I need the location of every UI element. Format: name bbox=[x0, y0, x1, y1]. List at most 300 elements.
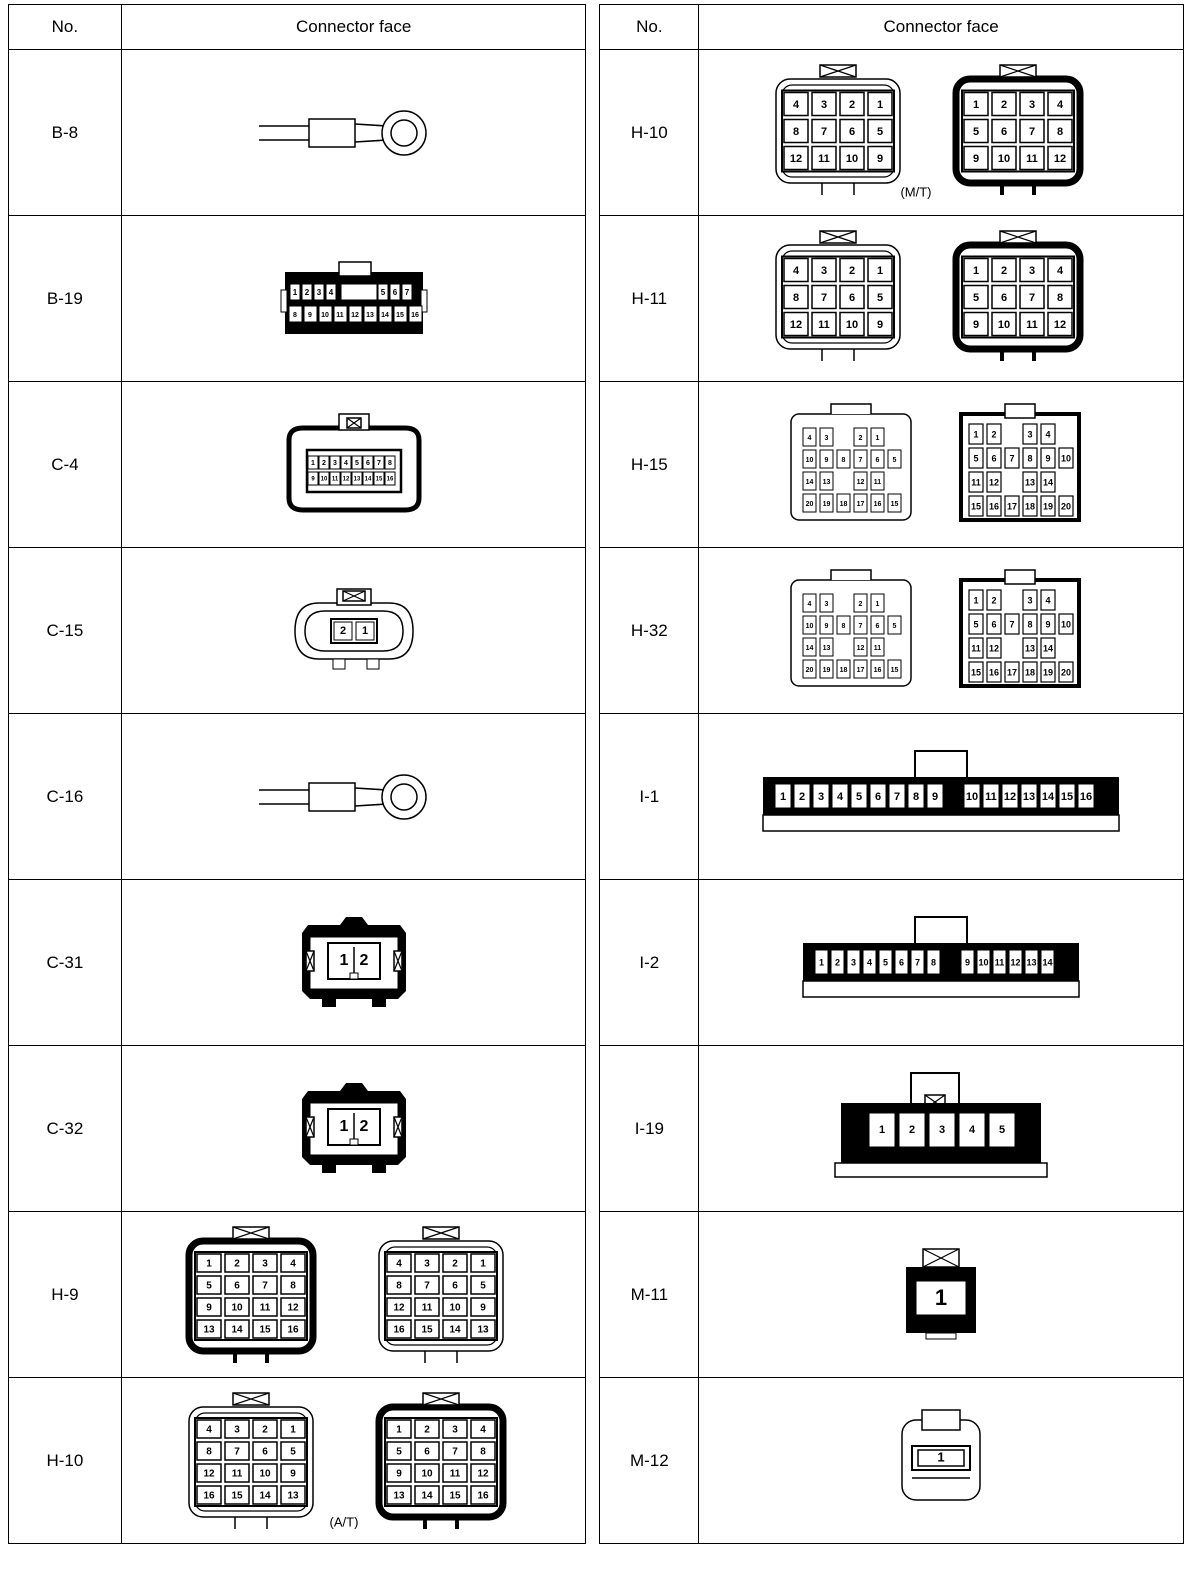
connector-no-right: H-11 bbox=[600, 216, 699, 382]
h10-mt-connector-icon bbox=[766, 63, 1116, 203]
pin-number: 2 bbox=[321, 459, 326, 467]
pin-number: 15 bbox=[449, 1490, 461, 1502]
pin-number: 1 bbox=[289, 1424, 296, 1436]
pin-number: 3 bbox=[824, 600, 829, 608]
connector-row bbox=[9, 880, 1184, 1046]
pin-number: 11 bbox=[449, 1468, 460, 1480]
pin-number: 7 bbox=[1009, 618, 1015, 629]
pin-number: 15 bbox=[375, 476, 382, 483]
pin-number: 5 bbox=[856, 790, 863, 803]
pin-number: 9 bbox=[307, 311, 312, 319]
pin-number: 11 bbox=[873, 644, 882, 652]
pin-number: 12 bbox=[287, 1302, 299, 1314]
pin-number: 8 bbox=[479, 1446, 486, 1458]
pin-number: 13 bbox=[365, 311, 374, 319]
pin-number: 10 bbox=[1061, 618, 1072, 629]
pin-number: 6 bbox=[875, 456, 880, 464]
pin-number: 10 bbox=[320, 476, 327, 483]
pin-number: 14 bbox=[1042, 790, 1055, 803]
connector-no-right: I-2 bbox=[600, 880, 699, 1046]
h11-connector-icon bbox=[766, 229, 1116, 369]
h32-connector-icon bbox=[781, 566, 1101, 696]
pin-number: 1 bbox=[973, 594, 979, 605]
pin-number: 2 bbox=[849, 98, 856, 111]
pin-number: 9 bbox=[310, 476, 315, 483]
pin-number: 13 bbox=[477, 1324, 489, 1336]
pin-number: 12 bbox=[989, 476, 1000, 487]
pin-number: 1 bbox=[361, 624, 368, 637]
pin-number: 10 bbox=[998, 152, 1011, 165]
pin-number: 6 bbox=[991, 452, 997, 463]
pin-number: 15 bbox=[1061, 790, 1074, 803]
pin-number: 6 bbox=[875, 622, 880, 630]
pin-number: 11 bbox=[1026, 318, 1038, 331]
pin-number: 4 bbox=[479, 1424, 486, 1436]
pin-number: 2 bbox=[423, 1424, 430, 1436]
pin-number: 16 bbox=[873, 666, 882, 674]
pin-number: 8 bbox=[1027, 618, 1033, 629]
pin-number: 8 bbox=[292, 311, 297, 319]
pin-number: 9 bbox=[877, 318, 884, 331]
pin-number: 16 bbox=[393, 1324, 405, 1336]
pin-number: 20 bbox=[1061, 500, 1072, 511]
connector-face-left bbox=[121, 714, 586, 880]
pin-number: 5 bbox=[999, 1123, 1006, 1136]
pin-number: 12 bbox=[1054, 318, 1067, 331]
pin-number: 8 bbox=[205, 1446, 212, 1458]
pin-number: 3 bbox=[824, 434, 829, 442]
m11-connector-icon bbox=[886, 1245, 996, 1345]
pin-number: 14 bbox=[421, 1490, 433, 1502]
pin-number: 5 bbox=[877, 125, 884, 138]
ring-terminal-icon bbox=[259, 98, 449, 168]
pin-number: 1 bbox=[879, 1123, 886, 1136]
column-separator bbox=[586, 50, 600, 216]
pin-number: 13 bbox=[353, 476, 360, 483]
pin-number: 11 bbox=[818, 152, 830, 165]
i2-connector-icon bbox=[799, 913, 1083, 1013]
pin-number: 1 bbox=[973, 428, 979, 439]
i19-connector-icon bbox=[831, 1069, 1051, 1189]
pin-number: 9 bbox=[395, 1468, 402, 1480]
pin-number: 1 bbox=[877, 98, 884, 111]
pin-number: 6 bbox=[1001, 125, 1008, 138]
pin-number: 12 bbox=[989, 642, 1000, 653]
pin-number: 1 bbox=[339, 951, 349, 969]
pin-number: 19 bbox=[1043, 666, 1054, 677]
pin-number: 10 bbox=[320, 311, 329, 319]
pin-number: 14 bbox=[259, 1490, 271, 1502]
pin-number: 14 bbox=[449, 1324, 461, 1336]
pin-number: 13 bbox=[1026, 956, 1037, 967]
pin-number: 10 bbox=[998, 318, 1011, 331]
pin-number: 9 bbox=[932, 790, 939, 803]
pin-number: 12 bbox=[1054, 152, 1067, 165]
column-separator bbox=[586, 382, 600, 548]
pin-number: 15 bbox=[971, 500, 982, 511]
pin-number: 13 bbox=[1025, 476, 1036, 487]
pin-number: 2 bbox=[261, 1424, 268, 1436]
pin-number: 2 bbox=[858, 434, 863, 442]
connector-no-left: B-19 bbox=[9, 216, 122, 382]
pin-number: 7 bbox=[404, 287, 409, 297]
m12-connector-icon bbox=[886, 1406, 996, 1516]
pin-number: 6 bbox=[392, 287, 397, 297]
pin-number: 11 bbox=[1026, 152, 1038, 165]
connector-row bbox=[9, 216, 1184, 382]
pin-number: 1 bbox=[780, 790, 787, 803]
connector-face-left bbox=[121, 1046, 586, 1212]
pin-number: 9 bbox=[1045, 618, 1051, 629]
pin-number: 13 bbox=[1023, 790, 1036, 803]
pin-number: 11 bbox=[335, 311, 344, 319]
connector-face-left bbox=[121, 50, 586, 216]
pin-number: 10 bbox=[978, 956, 989, 967]
pin-number: 20 bbox=[805, 500, 814, 508]
pin-number: 4 bbox=[837, 790, 844, 803]
connector-no-left: H-9 bbox=[9, 1212, 122, 1378]
pin-number: 7 bbox=[233, 1446, 240, 1458]
pin-number: 14 bbox=[380, 311, 389, 319]
pin-number: 5 bbox=[883, 956, 889, 967]
pin-number: 2 bbox=[991, 594, 997, 605]
pin-number: 8 bbox=[1057, 125, 1064, 138]
pin-number: 11 bbox=[985, 790, 997, 803]
pin-number: 15 bbox=[395, 311, 404, 319]
pin-number: 3 bbox=[233, 1424, 240, 1436]
pin-number: 3 bbox=[451, 1424, 458, 1436]
pin-number: 12 bbox=[790, 318, 803, 331]
pin-number: 13 bbox=[822, 478, 831, 486]
pin-number: 8 bbox=[387, 459, 392, 467]
pin-number: 9 bbox=[965, 956, 971, 967]
pin-number: 9 bbox=[1045, 452, 1051, 463]
pin-number: 1 bbox=[339, 1117, 349, 1135]
c32-connector-icon bbox=[294, 1079, 414, 1179]
pin-number: 1 bbox=[292, 287, 297, 297]
pin-number: 7 bbox=[451, 1446, 458, 1458]
pin-number: 6 bbox=[365, 459, 370, 467]
pin-number: 2 bbox=[858, 600, 863, 608]
connector-row bbox=[9, 548, 1184, 714]
pin-number: 16 bbox=[203, 1490, 215, 1502]
pin-number: 8 bbox=[913, 790, 920, 803]
pin-number: 14 bbox=[364, 476, 371, 483]
connector-face-right bbox=[699, 548, 1184, 714]
connector-face-right bbox=[699, 1046, 1184, 1212]
pin-number: 8 bbox=[1057, 291, 1064, 304]
column-separator bbox=[586, 1378, 600, 1544]
connector-face-right bbox=[699, 714, 1184, 880]
pin-number: 2 bbox=[991, 428, 997, 439]
pin-number: 7 bbox=[858, 622, 863, 630]
pin-number: 9 bbox=[824, 622, 829, 630]
pin-number: 11 bbox=[331, 476, 338, 483]
connector-row bbox=[9, 1046, 1184, 1212]
pin-number: 15 bbox=[259, 1324, 271, 1336]
pin-number: 12 bbox=[477, 1468, 489, 1480]
pin-number: 5 bbox=[892, 622, 897, 630]
pin-number: 15 bbox=[971, 666, 982, 677]
pin-number: 5 bbox=[973, 291, 980, 304]
pin-number: 11 bbox=[259, 1302, 270, 1314]
column-separator bbox=[586, 1212, 600, 1378]
pin-number: 10 bbox=[846, 152, 859, 165]
pin-number: 7 bbox=[1029, 125, 1036, 138]
connector-face-right bbox=[699, 216, 1184, 382]
connector-no-right: H-15 bbox=[600, 382, 699, 548]
column-separator bbox=[586, 1046, 600, 1212]
pin-number: 16 bbox=[477, 1490, 489, 1502]
pin-number: 4 bbox=[969, 1123, 976, 1136]
pin-number: 16 bbox=[1080, 790, 1093, 803]
connector-row bbox=[9, 714, 1184, 880]
pin-number: 6 bbox=[899, 956, 905, 967]
variant-note: (M/T) bbox=[900, 183, 932, 199]
connector-row bbox=[9, 382, 1184, 548]
pin-number: 9 bbox=[205, 1302, 212, 1314]
pin-number: 6 bbox=[991, 618, 997, 629]
pin-number: 2 bbox=[799, 790, 806, 803]
pin-number: 4 bbox=[807, 434, 812, 442]
header-row bbox=[9, 5, 1184, 50]
pin-number: 19 bbox=[1043, 500, 1054, 511]
i1-connector-icon bbox=[759, 747, 1123, 847]
pin-number: 4 bbox=[793, 264, 800, 277]
pin-number: 6 bbox=[451, 1280, 458, 1292]
pin-number: 9 bbox=[973, 152, 980, 165]
pin-number: 10 bbox=[805, 456, 814, 464]
pin-number: 12 bbox=[1004, 790, 1017, 803]
h10-at-connector-icon bbox=[179, 1391, 529, 1531]
pin-number: 2 bbox=[1001, 98, 1008, 111]
pin-number: 14 bbox=[1043, 642, 1054, 653]
pin-number: 19 bbox=[822, 666, 831, 674]
pin-number: 5 bbox=[395, 1446, 402, 1458]
pin-number: 11 bbox=[994, 956, 1005, 967]
pin-number: 4 bbox=[793, 98, 800, 111]
pin-number: 3 bbox=[1029, 98, 1036, 111]
pin-number: 8 bbox=[1027, 452, 1033, 463]
connector-face-right bbox=[699, 880, 1184, 1046]
pin-number: 15 bbox=[421, 1324, 433, 1336]
pin-number: 8 bbox=[395, 1280, 402, 1292]
pin-number: 1 bbox=[479, 1258, 486, 1270]
pin-number: 12 bbox=[350, 311, 359, 319]
pin-number: 6 bbox=[233, 1280, 240, 1292]
pin-number: 3 bbox=[423, 1258, 430, 1270]
pin-number: 12 bbox=[1010, 956, 1021, 967]
pin-number: 2 bbox=[835, 956, 841, 967]
c31-connector-icon bbox=[294, 913, 414, 1013]
pin-number: 1 bbox=[205, 1258, 212, 1270]
pin-number: 1 bbox=[973, 98, 980, 111]
pin-number: 1 bbox=[310, 459, 315, 467]
pin-number: 4 bbox=[807, 600, 812, 608]
pin-number: 16 bbox=[989, 500, 1000, 511]
pin-number: 2 bbox=[339, 624, 346, 637]
connector-no-right: I-1 bbox=[600, 714, 699, 880]
c4-connector-icon bbox=[279, 410, 429, 520]
pin-number: 13 bbox=[393, 1490, 405, 1502]
pin-number: 1 bbox=[877, 264, 884, 277]
pin-number: 4 bbox=[289, 1258, 296, 1270]
pin-number: 7 bbox=[376, 459, 381, 467]
pin-number: 10 bbox=[1061, 452, 1072, 463]
pin-number: 4 bbox=[395, 1258, 402, 1270]
pin-number: 11 bbox=[873, 478, 882, 486]
pin-number: 6 bbox=[261, 1446, 268, 1458]
pin-number: 13 bbox=[203, 1324, 215, 1336]
pin-number: 9 bbox=[877, 152, 884, 165]
pin-number: 1 bbox=[819, 956, 825, 967]
pin-number: 15 bbox=[890, 666, 899, 674]
pin-number: 7 bbox=[894, 790, 901, 803]
connector-table bbox=[8, 4, 1184, 1544]
pin-number: 17 bbox=[856, 666, 865, 674]
pin-number: 4 bbox=[205, 1424, 212, 1436]
pin-number: 3 bbox=[939, 1123, 946, 1136]
pin-number: 1 bbox=[395, 1424, 402, 1436]
pin-number: 5 bbox=[973, 452, 979, 463]
pin-number: 13 bbox=[287, 1490, 299, 1502]
pin-number: 13 bbox=[822, 644, 831, 652]
pin-number: 8 bbox=[841, 622, 846, 630]
pin-number: 18 bbox=[839, 500, 848, 508]
pin-number: 2 bbox=[1001, 264, 1008, 277]
pin-number: 8 bbox=[289, 1280, 296, 1292]
pin-number: 18 bbox=[839, 666, 848, 674]
connector-row bbox=[9, 1378, 1184, 1544]
connector-face-right bbox=[699, 382, 1184, 548]
pin-number: 6 bbox=[1001, 291, 1008, 304]
pin-number: 7 bbox=[821, 125, 828, 138]
connector-no-left: C-32 bbox=[9, 1046, 122, 1212]
pin-number: 15 bbox=[890, 500, 899, 508]
connector-no-right: H-32 bbox=[600, 548, 699, 714]
pin-number: 3 bbox=[821, 264, 828, 277]
connector-row bbox=[9, 50, 1184, 216]
pin-number: 8 bbox=[841, 456, 846, 464]
pin-number: 12 bbox=[203, 1468, 215, 1480]
pin-number: 14 bbox=[1043, 476, 1054, 487]
pin-number: 11 bbox=[971, 642, 981, 653]
connector-row bbox=[9, 1212, 1184, 1378]
connector-no-left: B-8 bbox=[9, 50, 122, 216]
pin-number: 10 bbox=[805, 622, 814, 630]
pin-number: 7 bbox=[915, 956, 921, 967]
pin-number: 4 bbox=[343, 459, 348, 467]
pin-number: 1 bbox=[875, 434, 880, 442]
connector-no-right: M-11 bbox=[600, 1212, 699, 1378]
pin-number: 18 bbox=[1025, 500, 1036, 511]
connector-face-right bbox=[699, 1212, 1184, 1378]
pin-number: 14 bbox=[231, 1324, 243, 1336]
connector-no-left: C-16 bbox=[9, 714, 122, 880]
pin-number: 9 bbox=[824, 456, 829, 464]
pin-number: 4 bbox=[1045, 428, 1051, 439]
pin-number: 5 bbox=[205, 1280, 212, 1292]
pin-number: 11 bbox=[971, 476, 981, 487]
header-no-left: No. bbox=[9, 5, 122, 50]
pin-number: 16 bbox=[989, 666, 1000, 677]
pin-number: 2 bbox=[304, 287, 309, 297]
connector-no-right: I-19 bbox=[600, 1046, 699, 1212]
pin-number: 3 bbox=[821, 98, 828, 111]
pin-number: 1 bbox=[937, 1448, 945, 1464]
b19-connector-icon bbox=[279, 254, 429, 344]
pin-number: 15 bbox=[231, 1490, 243, 1502]
pin-number: 1 bbox=[973, 264, 980, 277]
pin-number: 10 bbox=[259, 1468, 271, 1480]
pin-number: 7 bbox=[423, 1280, 430, 1292]
pin-number: 5 bbox=[877, 291, 884, 304]
pin-number: 7 bbox=[821, 291, 828, 304]
pin-number: 2 bbox=[909, 1123, 916, 1136]
header-face-left: Connector face bbox=[121, 5, 586, 50]
pin-number: 5 bbox=[289, 1446, 296, 1458]
column-separator bbox=[586, 714, 600, 880]
pin-number: 5 bbox=[354, 459, 359, 467]
pin-number: 2 bbox=[451, 1258, 458, 1270]
connector-table-wrapper bbox=[8, 4, 1184, 1579]
connector-face-left bbox=[121, 1212, 586, 1378]
pin-number: 12 bbox=[393, 1302, 405, 1314]
pin-number: 2 bbox=[359, 951, 369, 969]
connector-face-left bbox=[121, 216, 586, 382]
pin-number: 16 bbox=[873, 500, 882, 508]
pin-number: 1 bbox=[935, 1284, 948, 1310]
pin-number: 12 bbox=[790, 152, 803, 165]
connector-face-left bbox=[121, 548, 586, 714]
pin-number: 5 bbox=[892, 456, 897, 464]
pin-number: 11 bbox=[818, 318, 830, 331]
pin-number: 4 bbox=[328, 287, 333, 297]
connector-face-right bbox=[699, 1378, 1184, 1544]
connector-face-right bbox=[699, 50, 1184, 216]
pin-number: 6 bbox=[875, 790, 882, 803]
pin-number: 11 bbox=[421, 1302, 432, 1314]
pin-number: 2 bbox=[359, 1117, 369, 1135]
pin-number: 3 bbox=[261, 1258, 268, 1270]
connector-no-left: C-15 bbox=[9, 548, 122, 714]
pin-number: 14 bbox=[805, 478, 814, 486]
pin-number: 20 bbox=[805, 666, 814, 674]
pin-number: 17 bbox=[1007, 500, 1018, 511]
h15-connector-icon bbox=[781, 400, 1101, 530]
pin-number: 14 bbox=[805, 644, 814, 652]
pin-number: 3 bbox=[851, 956, 857, 967]
pin-number: 7 bbox=[1009, 452, 1015, 463]
pin-number: 12 bbox=[856, 644, 865, 652]
connector-face-left bbox=[121, 382, 586, 548]
pin-number: 14 bbox=[1042, 956, 1053, 967]
variant-note: (A/T) bbox=[329, 1513, 359, 1529]
pin-number: 4 bbox=[1057, 98, 1064, 111]
pin-number: 3 bbox=[332, 459, 337, 467]
pin-number: 10 bbox=[846, 318, 859, 331]
pin-number: 16 bbox=[287, 1324, 299, 1336]
pin-number: 10 bbox=[449, 1302, 461, 1314]
connector-no-left: C-4 bbox=[9, 382, 122, 548]
pin-number: 17 bbox=[856, 500, 865, 508]
pin-number: 16 bbox=[386, 476, 393, 483]
column-separator bbox=[586, 880, 600, 1046]
pin-number: 5 bbox=[479, 1280, 486, 1292]
pin-number: 6 bbox=[423, 1446, 430, 1458]
pin-number: 5 bbox=[973, 125, 980, 138]
pin-number: 7 bbox=[1029, 291, 1036, 304]
